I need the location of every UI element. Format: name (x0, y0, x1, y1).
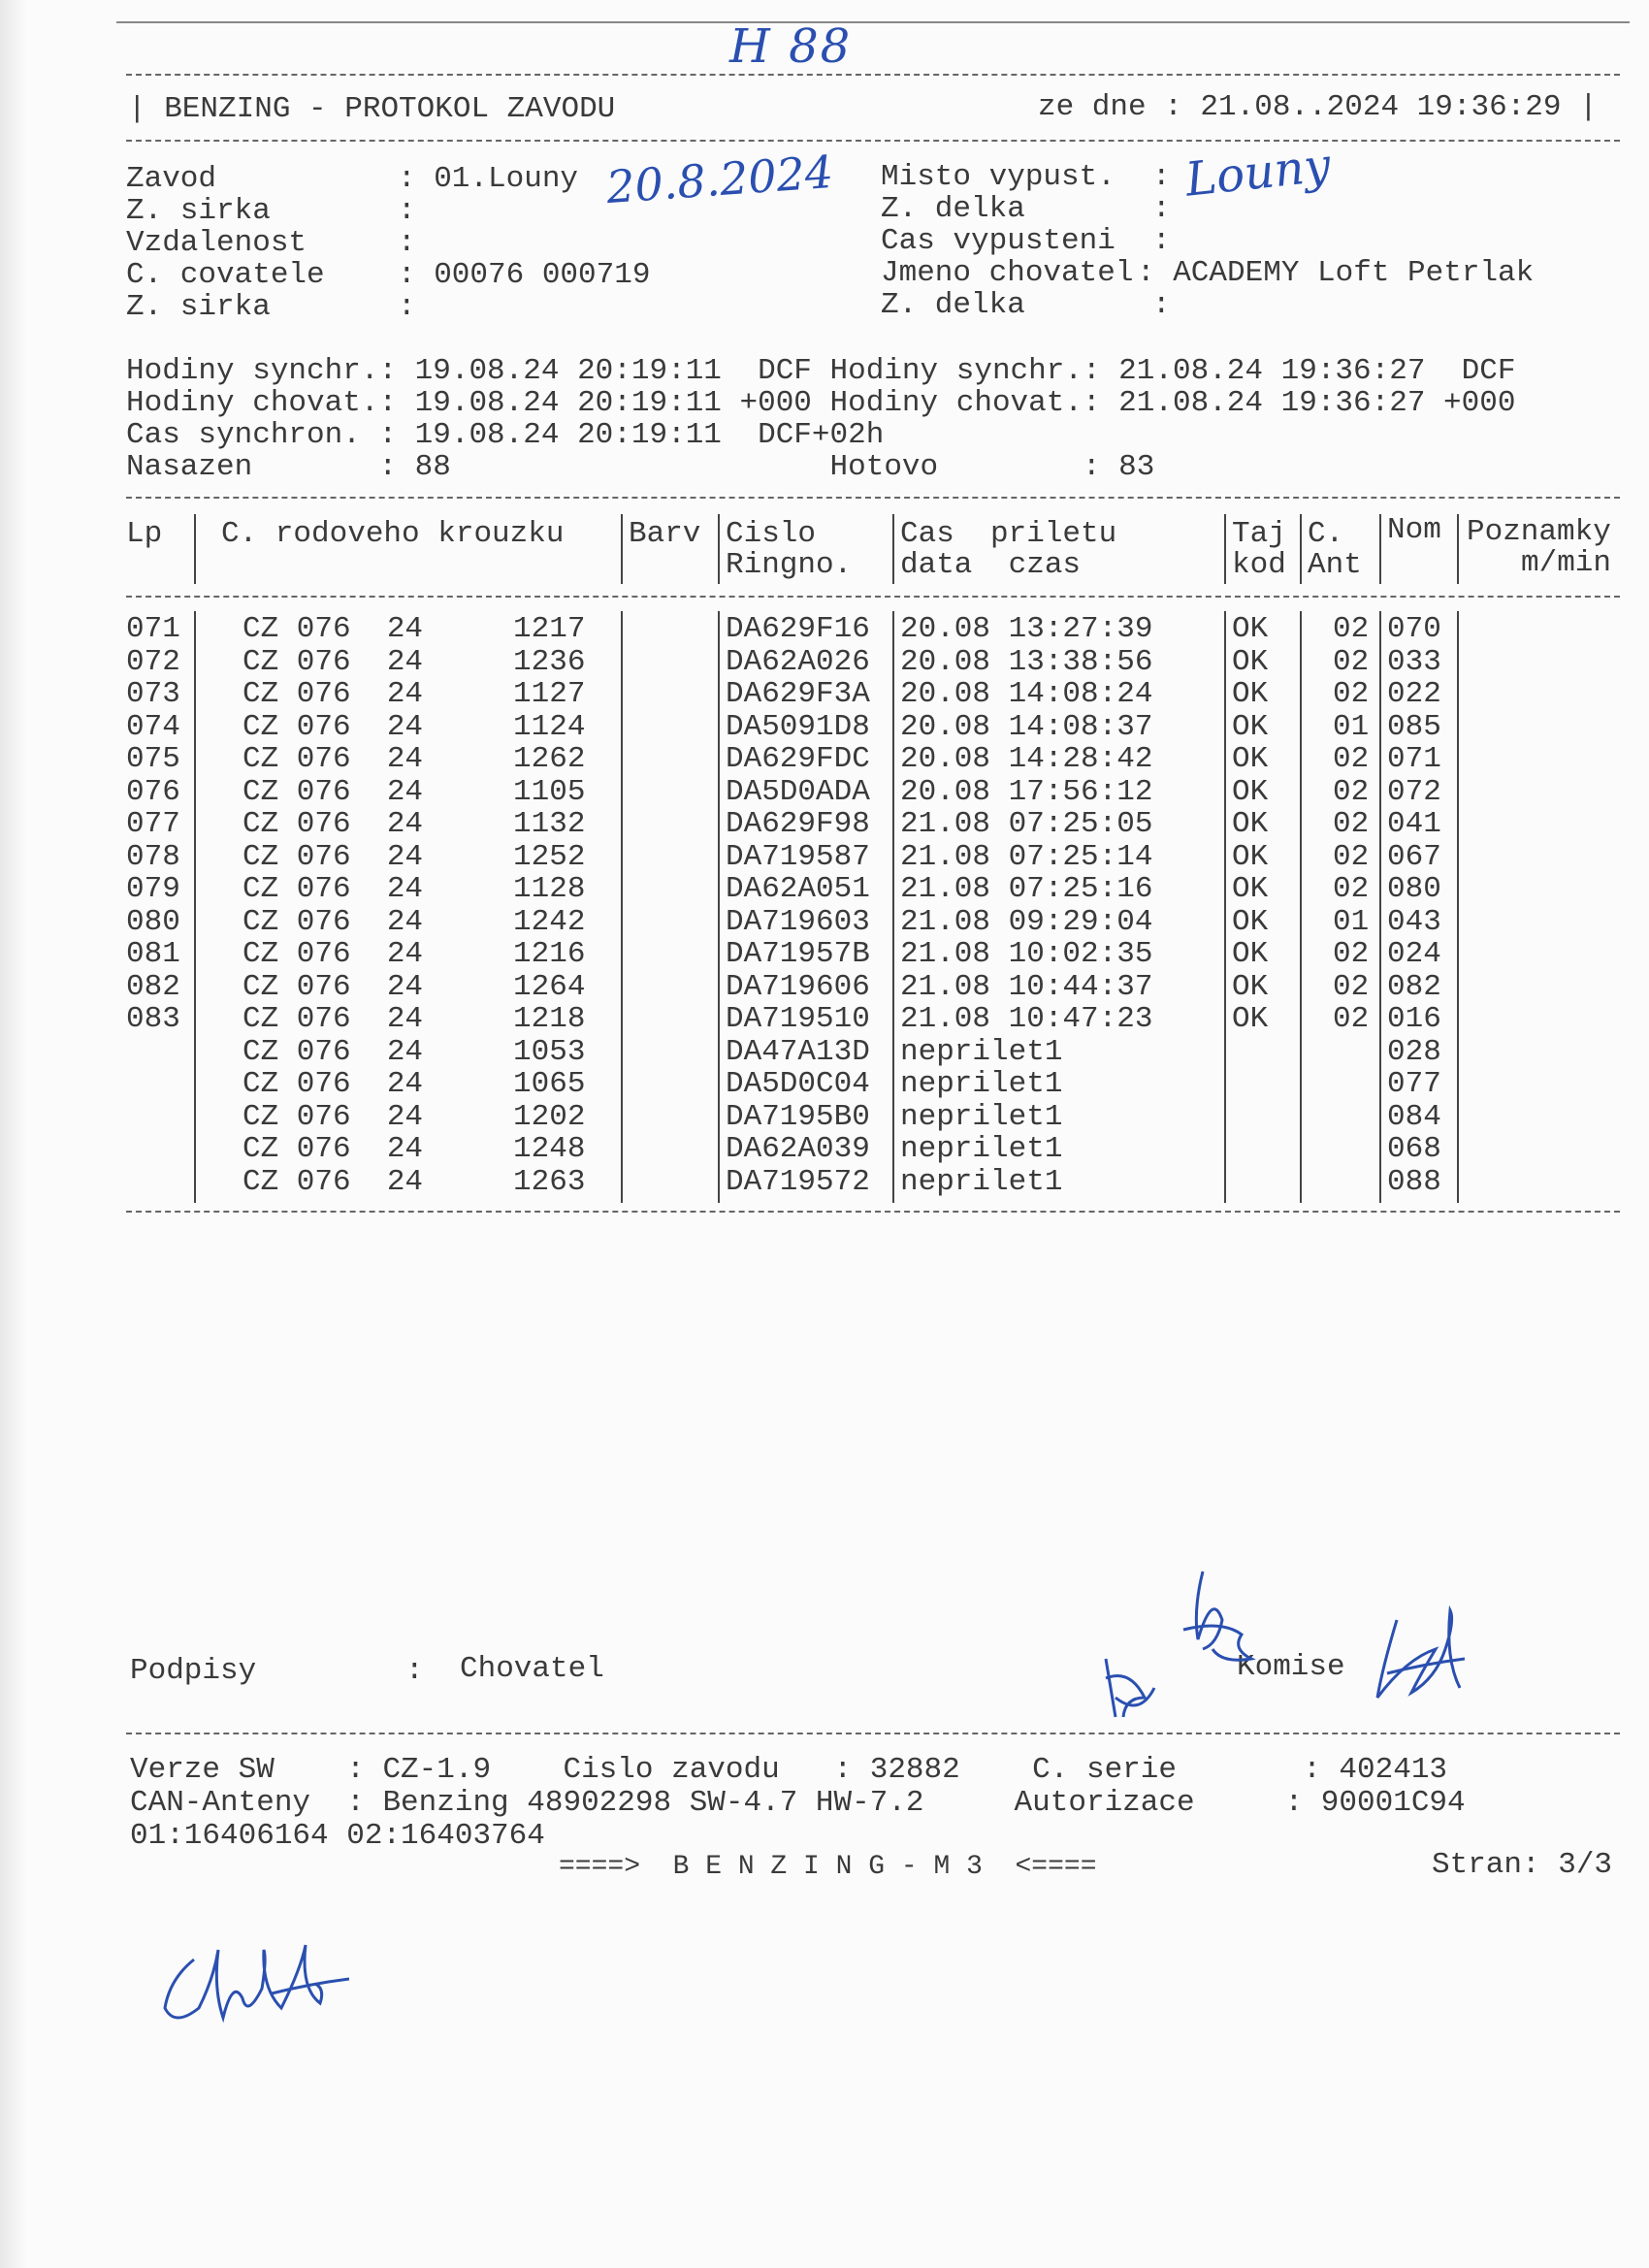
cell-lp: 081 (126, 937, 180, 971)
page-number: Stran: 3/3 (1432, 1848, 1613, 1882)
info-value: : ACADEMY Loft Petrlak (1137, 256, 1535, 290)
bottom-signature (155, 1930, 349, 2037)
header-kod: kod (1232, 548, 1286, 582)
cell-secret-code: OK (1232, 839, 1269, 874)
cell-chip-number: DA62A051 (726, 872, 870, 906)
info-label: C. covatele (126, 258, 325, 292)
handwritten-place: Louny (1182, 138, 1334, 208)
cell-ring-number: CZ 076 24 1248 (242, 1132, 586, 1166)
divider (126, 140, 1620, 142)
cell-ring-number: CZ 076 24 1262 (242, 742, 586, 776)
cell-chip-number: DA719587 (726, 839, 870, 874)
cell-ring-number: CZ 076 24 1218 (242, 1002, 586, 1036)
cell-ring-number: CZ 076 24 1242 (242, 904, 586, 939)
cell-nomination: 070 (1387, 612, 1441, 646)
info-value: : (1152, 224, 1171, 258)
column-separator (1300, 514, 1302, 584)
divider (126, 596, 1620, 598)
cell-arrival-time: 20.08 14:08:24 (900, 677, 1153, 711)
cell-lp: 083 (126, 1002, 180, 1036)
sync-line: Nasazen : 88 Hotovo : 83 (126, 450, 1155, 484)
cell-secret-code: OK (1232, 807, 1269, 841)
cell-secret-code: OK (1232, 774, 1269, 809)
cell-arrival-time: 20.08 14:28:42 (900, 742, 1153, 776)
top-rule (116, 21, 1630, 23)
column-separator (892, 514, 894, 584)
cell-ring-number: CZ 076 24 1216 (242, 937, 586, 971)
breeder-signature (1086, 1552, 1280, 1727)
column-separator (718, 611, 720, 1203)
cell-ring-number: CZ 076 24 1132 (242, 807, 586, 841)
cell-lp: 075 (126, 742, 180, 776)
header-taj: Taj (1232, 517, 1286, 551)
header-poznamky: Poznamky (1467, 515, 1611, 549)
column-separator (194, 611, 196, 1203)
cell-secret-code: OK (1232, 677, 1269, 711)
commission-signature (1368, 1601, 1484, 1707)
handwritten-top-mark: H 88 (729, 19, 853, 74)
cell-lp: 072 (126, 644, 180, 679)
column-separator (621, 611, 623, 1203)
divider (126, 497, 1620, 499)
cell-antenna: 02 (1333, 1002, 1370, 1036)
cell-antenna: 02 (1333, 872, 1370, 906)
cell-arrival-time: neprilet1 (900, 1034, 1063, 1069)
cell-lp: 080 (126, 904, 180, 939)
cell-ring-number: CZ 076 24 1124 (242, 709, 586, 744)
column-separator (1457, 514, 1459, 584)
cell-nomination: 067 (1387, 839, 1441, 874)
cell-arrival-time: 20.08 13:38:56 (900, 644, 1153, 679)
cell-lp: 077 (126, 807, 180, 841)
cell-chip-number: DA629F16 (726, 612, 870, 646)
info-label: Z. delka (881, 192, 1025, 226)
cell-antenna: 02 (1333, 807, 1370, 841)
info-value: : 00076 000719 (398, 258, 651, 292)
sync-line: Hodiny chovat.: 19.08.24 20:19:11 +000 Hodiny chovat.: 21.08.24 19:36:27 +000 (126, 386, 1516, 420)
cell-secret-code: OK (1232, 709, 1269, 744)
cell-antenna: 02 (1333, 969, 1370, 1004)
cell-nomination: 016 (1387, 1002, 1441, 1036)
cell-antenna: 02 (1333, 644, 1370, 679)
column-separator (892, 611, 894, 1203)
cell-antenna: 02 (1333, 839, 1370, 874)
divider (126, 74, 1620, 76)
cell-antenna: 02 (1333, 742, 1370, 776)
cell-nomination: 022 (1387, 677, 1441, 711)
info-label: Cas vypusteni (881, 224, 1116, 258)
divider (126, 1733, 1620, 1734)
cell-antenna: 02 (1333, 937, 1370, 971)
cell-arrival-time: 21.08 10:47:23 (900, 1002, 1153, 1036)
info-label: Z. sirka (126, 194, 271, 228)
cell-chip-number: DA719606 (726, 969, 870, 1004)
cell-chip-number: DA629F98 (726, 807, 870, 841)
cell-secret-code: OK (1232, 969, 1269, 1004)
cell-nomination: 028 (1387, 1034, 1441, 1069)
cell-chip-number: DA629F3A (726, 677, 870, 711)
header-ring: C. rodoveho krouzku (221, 517, 565, 551)
cell-nomination: 072 (1387, 774, 1441, 809)
cell-secret-code: OK (1232, 872, 1269, 906)
cell-ring-number: CZ 076 24 1236 (242, 644, 586, 679)
cell-ring-number: CZ 076 24 1217 (242, 612, 586, 646)
info-label: Zavod (126, 162, 217, 196)
cell-chip-number: DA719572 (726, 1164, 870, 1199)
cell-nomination: 080 (1387, 872, 1441, 906)
header-data-czas: data czas (900, 548, 1082, 582)
cell-nomination: 088 (1387, 1164, 1441, 1199)
cell-ring-number: CZ 076 24 1065 (242, 1067, 586, 1101)
cell-chip-number: DA5D0C04 (726, 1067, 870, 1101)
cell-arrival-time: 20.08 13:27:39 (900, 612, 1153, 646)
cell-chip-number: DA71957B (726, 937, 870, 971)
cell-nomination: 071 (1387, 742, 1441, 776)
cell-chip-number: DA629FDC (726, 742, 870, 776)
cell-secret-code: OK (1232, 937, 1269, 971)
header-barv: Barv (629, 517, 701, 551)
cell-nomination: 077 (1387, 1067, 1441, 1101)
info-label: Jmeno chovatel (881, 256, 1134, 290)
cell-antenna: 02 (1333, 774, 1370, 809)
cell-secret-code: OK (1232, 904, 1269, 939)
header-c: C. (1308, 517, 1344, 551)
column-separator (1224, 611, 1226, 1203)
cell-chip-number: DA5091D8 (726, 709, 870, 744)
info-value: : (398, 226, 416, 260)
document-date: ze dne : 21.08..2024 19:36:29 | (1038, 90, 1598, 124)
cell-chip-number: DA62A026 (726, 644, 870, 679)
cell-nomination: 033 (1387, 644, 1441, 679)
cell-secret-code: OK (1232, 742, 1269, 776)
cell-ring-number: CZ 076 24 1053 (242, 1034, 586, 1069)
cell-ring-number: CZ 076 24 1252 (242, 839, 586, 874)
cell-chip-number: DA719510 (726, 1002, 870, 1036)
cell-arrival-time: 20.08 14:08:37 (900, 709, 1153, 744)
cell-nomination: 084 (1387, 1099, 1441, 1134)
cell-ring-number: CZ 076 24 1127 (242, 677, 586, 711)
document-title: | BENZING - PROTOKOL ZAVODU (128, 92, 616, 126)
cell-arrival-time: 21.08 07:25:05 (900, 807, 1153, 841)
column-separator (1379, 611, 1381, 1203)
info-value: : 01.Louny (398, 162, 579, 196)
info-label: Vzdalenost (126, 226, 307, 260)
cell-chip-number: DA7195B0 (726, 1099, 870, 1134)
cell-arrival-time: neprilet1 (900, 1132, 1063, 1166)
column-separator (718, 514, 720, 584)
cell-secret-code: OK (1232, 644, 1269, 679)
cell-ring-number: CZ 076 24 1263 (242, 1164, 586, 1199)
header-cislo: Cislo (726, 517, 817, 551)
cell-chip-number: DA719603 (726, 904, 870, 939)
cell-arrival-time: 21.08 10:02:35 (900, 937, 1153, 971)
cell-lp: 079 (126, 872, 180, 906)
header-nom: Nom (1387, 513, 1441, 547)
cell-arrival-time: neprilet1 (900, 1099, 1063, 1134)
column-separator (1300, 611, 1302, 1203)
divider (126, 1211, 1620, 1213)
cell-secret-code: OK (1232, 612, 1269, 646)
cell-lp: 078 (126, 839, 180, 874)
cell-ring-number: CZ 076 24 1128 (242, 872, 586, 906)
signatures-colon: : (405, 1654, 424, 1688)
info-value: : (398, 194, 416, 228)
footer-line: CAN-Anteny : Benzing 48902298 SW-4.7 HW-7.2 Autorizace : 90001C94 (130, 1786, 1466, 1820)
commission-label: Komise (1237, 1650, 1345, 1684)
cell-arrival-time: 21.08 07:25:16 (900, 872, 1153, 906)
cell-chip-number: DA47A13D (726, 1034, 870, 1069)
cell-nomination: 041 (1387, 807, 1441, 841)
info-value: : (1152, 160, 1171, 194)
footer-line: 01:16406164 02:16403764 (130, 1819, 545, 1853)
column-separator (1379, 514, 1381, 584)
cell-ring-number: CZ 076 24 1264 (242, 969, 586, 1004)
cell-lp: 082 (126, 969, 180, 1004)
info-value: : (1152, 288, 1171, 322)
cell-nomination: 024 (1387, 937, 1441, 971)
cell-lp: 071 (126, 612, 180, 646)
cell-chip-number: DA5D0ADA (726, 774, 870, 809)
cell-lp: 076 (126, 774, 180, 809)
header-ringno: Ringno. (726, 548, 853, 582)
cell-ring-number: CZ 076 24 1105 (242, 774, 586, 809)
info-label: Z. delka (881, 288, 1025, 322)
footer-line: Verze SW : CZ-1.9 Cislo zavodu : 32882 C. serie : 402413 (130, 1753, 1448, 1787)
cell-arrival-time: 20.08 17:56:12 (900, 774, 1153, 809)
column-separator (194, 514, 196, 584)
cell-arrival-time: neprilet1 (900, 1067, 1063, 1101)
cell-arrival-time: 21.08 07:25:14 (900, 839, 1153, 874)
cell-arrival-time: 21.08 09:29:04 (900, 904, 1153, 939)
handwritten-date: 20.8.2024 (604, 145, 835, 214)
cell-nomination: 085 (1387, 709, 1441, 744)
sync-line: Hodiny synchr.: 19.08.24 20:19:11 DCF Hodiny synchr.: 21.08.24 19:36:27 DCF (126, 354, 1516, 388)
header-lp: Lp (126, 517, 163, 551)
header-cas: Cas priletu (900, 517, 1117, 551)
cell-lp: 073 (126, 677, 180, 711)
cell-chip-number: DA62A039 (726, 1132, 870, 1166)
cell-antenna: 02 (1333, 612, 1370, 646)
cell-antenna: 01 (1333, 709, 1370, 744)
cell-nomination: 068 (1387, 1132, 1441, 1166)
info-label: Z. sirka (126, 290, 271, 324)
signatures-label: Podpisy (130, 1654, 257, 1688)
footer-brand: ====> B E N Z I N G - M 3 <==== (559, 1852, 1097, 1882)
info-value: : (1152, 192, 1171, 226)
header-ant: Ant (1308, 548, 1362, 582)
cell-ring-number: CZ 076 24 1202 (242, 1099, 586, 1134)
breeder-label: Chovatel (460, 1652, 604, 1686)
column-separator (621, 514, 623, 584)
column-separator (1457, 611, 1459, 1203)
cell-lp: 074 (126, 709, 180, 744)
cell-arrival-time: 21.08 10:44:37 (900, 969, 1153, 1004)
column-separator (1224, 514, 1226, 584)
cell-antenna: 01 (1333, 904, 1370, 939)
scan-edge-shadow (0, 0, 27, 2268)
header-mmin: m/min (1521, 546, 1612, 580)
cell-antenna: 02 (1333, 677, 1370, 711)
sync-line: Cas synchron. : 19.08.24 20:19:11 DCF+02h (126, 418, 885, 452)
cell-arrival-time: neprilet1 (900, 1164, 1063, 1199)
cell-nomination: 082 (1387, 969, 1441, 1004)
cell-nomination: 043 (1387, 904, 1441, 939)
cell-secret-code: OK (1232, 1002, 1269, 1036)
info-value: : (398, 290, 416, 324)
info-label: Misto vypust. (881, 160, 1116, 194)
